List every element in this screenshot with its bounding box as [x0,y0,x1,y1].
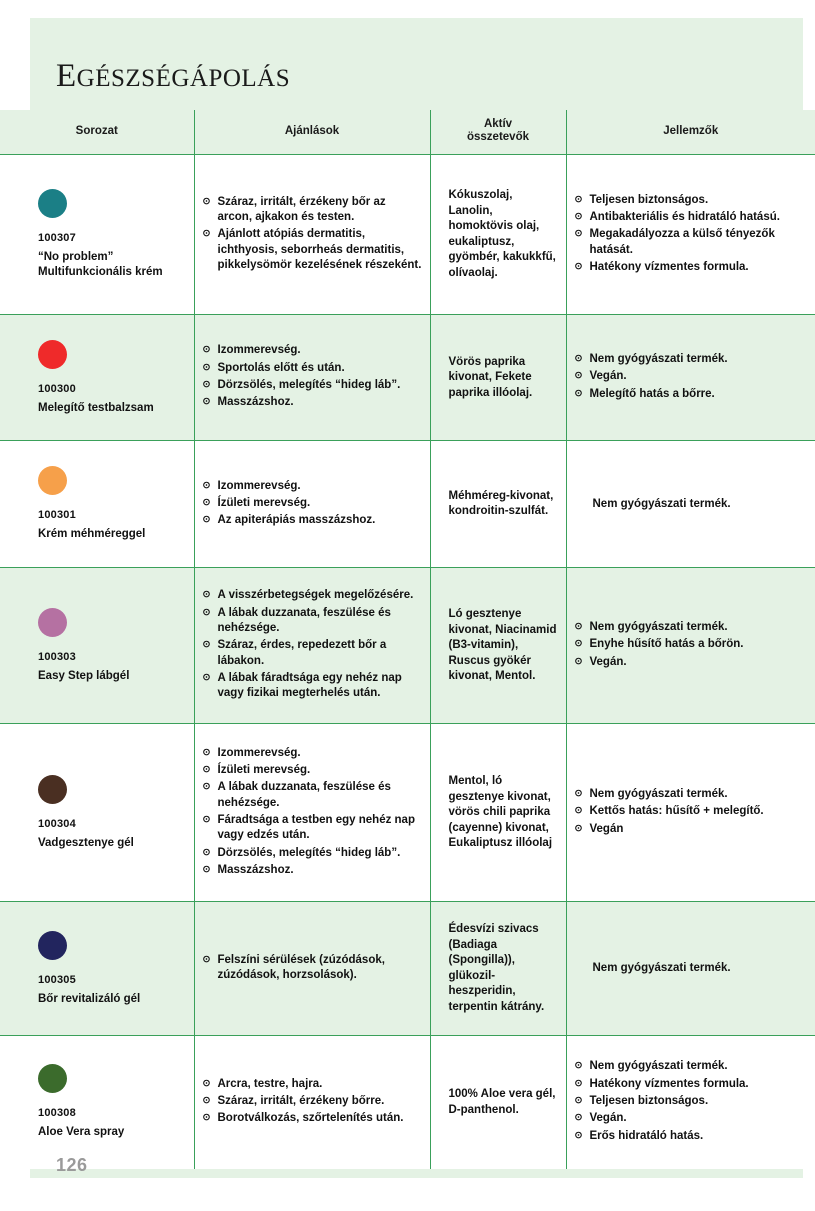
list-item-text: Borotválkozás, szőrtelenítés után. [217,1112,404,1125]
bullet-icon: ⊙ [202,606,211,618]
table-row [0,441,815,568]
list-item-text: A visszérbetegségek megelőzésére. [217,589,414,602]
list-item [575,1059,808,1074]
features-text: Nem gyógyászati termék. [592,962,731,975]
bullet-icon: ⊙ [202,764,211,776]
bullet-icon: ⊙ [202,589,211,601]
product-name: Krém méhméreggel [38,528,146,541]
bullet-icon: ⊙ [574,193,583,205]
product-code: 100301 [38,509,76,522]
list-item [575,620,808,635]
bullet-icon: ⊙ [574,655,583,667]
product-code: 100300 [38,382,76,395]
column-header-sorozat: Sorozat [0,110,194,155]
cell-ingredients [430,1036,566,1169]
product-code: 100303 [38,650,76,663]
table-row [0,315,815,441]
product-code: 100308 [38,1107,76,1120]
cell-series [0,155,194,315]
cell-ingredients [430,902,566,1036]
list-item [203,479,422,494]
list-item-text: Izommerevség. [217,344,301,357]
table-row [0,1036,815,1169]
list-item-text: Száraz, irritált, érzékeny bőr az arcon, ajkakon és testen. [217,195,386,224]
bullet-icon: ⊙ [574,260,583,272]
list-item [203,671,422,702]
cell-recommendations [194,441,430,568]
list-item-text: Ízületi merevség. [217,496,311,509]
list-item [575,1094,808,1109]
bullet-icon: ⊙ [574,228,583,240]
table-row [0,155,815,315]
cell-recommendations [194,315,430,441]
ingredients-text: Édesvízi szivacs (Badiaga (Spongilla)), glükozil-heszperidin, terpentin kátrány. [448,923,545,1013]
list-item-text: Nem gyógyászati termék. [589,788,728,801]
ingredients-text: Méhméreg-kivonat, kondroitin-szulfát. [448,489,554,518]
bullet-icon: ⊙ [202,344,211,356]
list-item-text: Arcra, testre, hajra. [217,1077,323,1090]
list-item-text: Vegán [589,822,624,835]
recommendation-list [203,343,422,410]
list-item [575,352,808,367]
ingredients-text: 100% Aloe vera gél, D-panthenol. [448,1088,556,1116]
product-name: Vadgesztenye gél [38,836,134,849]
list-item [203,863,422,878]
cell-recommendations [194,1036,430,1169]
list-item [203,343,422,358]
cell-features [566,724,815,902]
list-item [203,1077,422,1092]
list-item-text: Hatékony vízmentes formula. [589,260,749,273]
list-item [203,513,422,528]
list-item [203,1094,422,1109]
bullet-icon: ⊙ [202,1077,211,1089]
column-header-aktiv-line2: összetevők [466,131,529,144]
recommendation-list [203,953,422,984]
column-header-ajanlasok: Ajánlások [194,110,430,155]
color-swatch [38,340,67,369]
cell-ingredients [430,724,566,902]
bullet-icon: ⊙ [202,1112,211,1124]
ingredients-text: Ló gesztenye kivonat, Niacinamid (B3-vitamin), Ruscus gyökér kivonat, Mentol. [448,608,557,683]
list-item [203,588,422,603]
list-item-text: Antibakteriális és hidratáló hatású. [589,211,780,224]
list-item [575,822,808,837]
recommendation-list [203,746,422,878]
bullet-icon: ⊙ [574,805,583,817]
page-number: 126 [56,1155,88,1175]
product-name: Easy Step lábgél [38,669,130,682]
list-item-text: Fáradtsága a testben egy nehéz nap vagy edzés után. [217,813,415,842]
bullet-icon: ⊙ [202,396,211,408]
list-item-text: Hatékony vízmentes formula. [589,1077,749,1090]
cell-series [0,441,194,568]
column-header-aktiv-line1: Aktív [483,118,513,130]
feature-list [575,620,808,670]
cell-recommendations [194,568,430,724]
list-item [575,787,808,802]
list-item-text: Erős hidratáló hatás. [589,1129,704,1142]
color-swatch [38,189,67,218]
list-item [203,395,422,410]
list-item-text: Nem gyógyászati termék. [589,1060,728,1073]
cell-features [566,1036,815,1169]
list-item-text: Sportolás előtt és után. [217,361,345,374]
list-item [575,1129,808,1144]
list-item-text: Kettős hatás: hűsítő + melegítő. [589,805,764,818]
bullet-icon: ⊙ [574,353,583,365]
cell-features [566,568,815,724]
bullet-icon: ⊙ [202,195,211,207]
list-item-text: Teljesen biztonságos. [589,1095,709,1108]
list-item-text: A lábak fáradtsága egy nehéz nap vagy fizikai megterhelés után. [217,671,402,700]
list-item [575,193,808,208]
table-body [0,155,815,1169]
list-item [203,813,422,844]
cell-ingredients [430,568,566,724]
cell-series [0,1036,194,1169]
bullet-icon: ⊙ [574,788,583,800]
product-code: 100307 [38,231,76,244]
table-row [0,902,815,1036]
list-item-text: Nem gyógyászati termék. [589,353,728,366]
color-swatch [38,608,67,637]
bullet-icon: ⊙ [574,1129,583,1141]
cell-recommendations [194,902,430,1036]
products-table [0,110,815,1169]
product-name: Aloe Vera spray [38,1126,125,1139]
page-title-rest: GÉSZSÉGÁPOLÁS [76,65,291,92]
column-header-aktiv-osszetevok [430,110,566,155]
color-swatch [38,775,67,804]
product-code: 100304 [38,817,76,830]
bullet-icon: ⊙ [202,846,211,858]
feature-list [575,1059,808,1143]
recommendation-list [203,1077,422,1127]
page-title-initial: E [56,58,77,94]
features-text: Nem gyógyászati termék. [592,497,731,510]
bullet-icon: ⊙ [202,781,211,793]
bullet-icon: ⊙ [202,1095,211,1107]
cell-series [0,568,194,724]
ingredients-text: Mentol, ló gesztenye kivonat, vörös chili paprika (cayenne) kivonat, Eukaliptusz illóolaj [448,775,553,850]
bullet-icon: ⊙ [202,479,211,491]
list-item-text: Vegán. [589,655,627,668]
cell-ingredients [430,441,566,568]
bullet-icon: ⊙ [574,211,583,223]
column-header-jellemzok: Jellemzők [566,110,815,155]
bullet-icon: ⊙ [202,496,211,508]
product-name: “No problem” Multifunkcionális krém [38,250,163,279]
cell-features [566,315,815,441]
list-item-text: Száraz, érdes, repedezett bőr a lábakon. [217,639,387,667]
list-item-text: Izommerevség. [217,746,301,759]
table-row [0,724,815,902]
list-item-text: Megakadályozza a külső tényezők hatását. [589,228,775,256]
product-name: Melegítő testbalzsam [38,401,154,414]
list-item-text: Nem gyógyászati termék. [589,621,728,634]
bullet-icon: ⊙ [202,361,211,373]
bullet-icon: ⊙ [574,1060,583,1072]
cell-features [566,902,815,1036]
list-item [203,746,422,761]
recommendation-list [203,195,422,273]
bullet-icon: ⊙ [574,638,583,650]
list-item [203,953,422,984]
ingredients-text: Vörös paprika kivonat, Fekete paprika illóolaj. [448,355,533,399]
list-item [203,496,422,511]
list-item-text: Felszíni sérülések (zúzódások, zúzódások, horzsolások). [217,953,385,981]
bullet-icon: ⊙ [202,228,211,240]
list-item-text: Vegán. [589,1112,627,1125]
recommendation-list [203,479,422,529]
cell-features [566,155,815,315]
list-item [575,637,808,652]
cell-series [0,902,194,1036]
bullet-icon: ⊙ [202,953,211,965]
list-item [575,804,808,819]
list-item-text: Az apiterápiás masszázshoz. [217,514,376,527]
table-header-row [0,110,815,155]
list-item [203,195,422,226]
list-item-text: Masszázshoz. [217,396,294,409]
bullet-icon: ⊙ [574,822,583,834]
list-item-text: Vegán. [589,370,627,383]
bullet-icon: ⊙ [202,671,211,683]
list-item [575,227,808,258]
cell-recommendations [194,155,430,315]
cell-series [0,724,194,902]
color-swatch [38,1064,67,1093]
list-item [575,369,808,384]
list-item [203,780,422,811]
bullet-icon: ⊙ [202,514,211,526]
list-item [203,846,422,861]
color-swatch [38,931,67,960]
bullet-icon: ⊙ [574,1095,583,1107]
list-item-text: Ízületi merevség. [217,764,311,777]
recommendation-list [203,588,422,701]
list-item [575,1111,808,1126]
table-row [0,568,815,724]
list-item-text: Melegítő hatás a bőrre. [589,387,715,400]
list-item [575,655,808,670]
bullet-icon: ⊙ [574,387,583,399]
list-item [203,227,422,273]
cell-features [566,441,815,568]
bullet-icon: ⊙ [202,863,211,875]
list-item [203,638,422,669]
list-item [575,210,808,225]
feature-list [575,352,808,402]
feature-list [575,787,808,837]
list-item-text: Dörzsölés, melegítés “hideg láb”. [217,378,401,391]
bullet-icon: ⊙ [202,813,211,825]
bullet-icon: ⊙ [574,1077,583,1089]
cell-recommendations [194,724,430,902]
list-item [575,387,808,402]
list-item-text: Ajánlott atópiás dermatitis, ichthyosis, seborrheás dermatitis, pikkelysömör kezelésének részeként. [217,228,422,271]
bullet-icon: ⊙ [574,1112,583,1124]
list-item-text: Dörzsölés, melegítés “hideg láb”. [217,846,401,859]
list-item [575,260,808,275]
bullet-icon: ⊙ [574,370,583,382]
list-item [575,1077,808,1092]
cell-series [0,315,194,441]
product-name: Bőr revitalizáló gél [38,992,141,1005]
list-item-text: Izommerevség. [217,479,301,492]
cell-ingredients [430,155,566,315]
feature-list [575,193,808,275]
list-item [203,606,422,637]
product-code: 100305 [38,973,76,986]
list-item-text: Enyhe hűsítő hatás a bőrön. [589,638,744,651]
list-item [203,378,422,393]
bullet-icon: ⊙ [202,378,211,390]
bullet-icon: ⊙ [574,621,583,633]
list-item-text: Száraz, irritált, érzékeny bőrre. [217,1095,385,1108]
list-item-text: A lábak duzzanata, feszülése és nehézsége. [217,606,391,635]
bullet-icon: ⊙ [202,746,211,758]
page-title [56,58,290,95]
list-item [203,763,422,778]
ingredients-text: Kókuszolaj, Lanolin, homoktövis olaj, eukaliptusz, gyömbér, kakukkfű, olívaolaj. [448,189,556,279]
list-item [203,361,422,376]
list-item-text: Teljesen biztonságos. [589,193,709,206]
list-item-text: Masszázshoz. [217,863,294,876]
list-item-text: A lábak duzzanata, feszülése és nehézsége. [217,781,391,809]
bullet-icon: ⊙ [202,639,211,651]
list-item [203,1111,422,1126]
cell-ingredients [430,315,566,441]
color-swatch [38,466,67,495]
